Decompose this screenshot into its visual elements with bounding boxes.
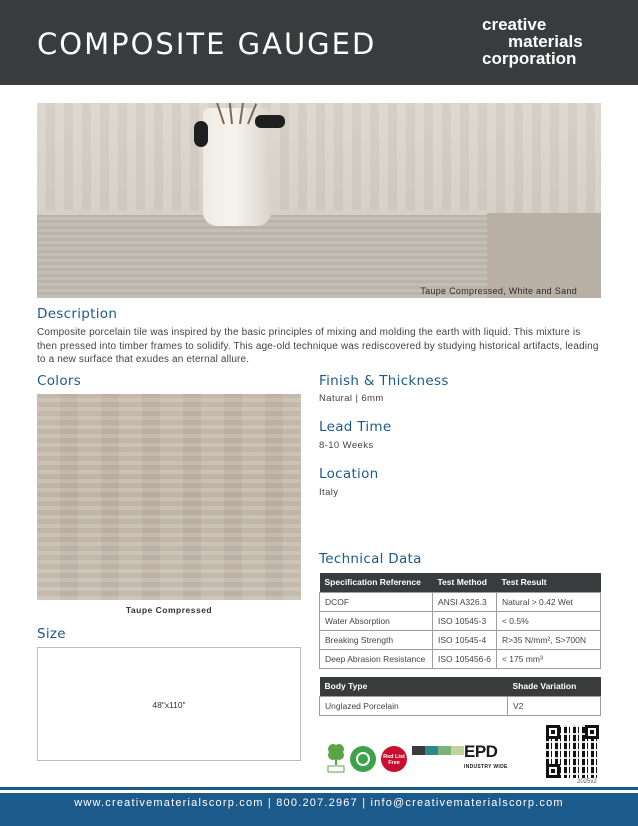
recycle-badge-icon [350, 746, 376, 772]
table-header-row [320, 677, 601, 696]
color-swatch [37, 394, 301, 600]
technical-heading: Technical Data [319, 551, 422, 567]
colors-heading: Colors [37, 373, 82, 389]
table-cell: < 0.5% [496, 611, 600, 630]
table-cell: DCOF [320, 592, 433, 611]
table-cell: Breaking Strength [320, 630, 433, 649]
table-row [320, 630, 601, 649]
column-header: Test Result [496, 573, 600, 592]
table-cell: Unglazed Porcelain [320, 696, 508, 715]
size-heading: Size [37, 626, 66, 642]
footer-contact[interactable]: www.creativematerialscorp.com | 800.207.2967 | info@creativematerialscorp.com [74, 797, 564, 809]
size-value: 48"x110" [152, 700, 186, 710]
table-row [320, 611, 601, 630]
epd-color-bar [412, 746, 464, 755]
footer-bar [0, 793, 638, 826]
table-cell: V2 [508, 696, 601, 715]
leed-leaf-icon [327, 743, 345, 773]
table-cell: Natural > 0.42 Wet [496, 592, 600, 611]
table-cell: ISO 105456-6 [433, 649, 497, 668]
table-cell: R>35 N/mm², S>700N [496, 630, 600, 649]
logo-line-3: corporation [482, 49, 577, 68]
lead-time-heading: Lead Time [319, 419, 392, 435]
company-logo [482, 16, 583, 67]
qr-corner [546, 725, 560, 739]
epd-logo: EPD [464, 742, 498, 761]
table-cell: Deep Abrasion Resistance [320, 649, 433, 668]
hero-caption: Taupe Compressed, White and Sand [420, 286, 577, 296]
footer-rule [0, 787, 638, 790]
description-heading: Description [37, 306, 118, 322]
hero-photo [37, 103, 601, 298]
qr-corner [585, 725, 599, 739]
column-header: Test Method [433, 573, 497, 592]
vase-handle-right [255, 115, 285, 128]
lead-time-value: 8-10 Weeks [319, 440, 374, 451]
table-row [320, 649, 601, 668]
header-bar [0, 0, 638, 85]
qr-corner [546, 764, 560, 778]
column-header: Body Type [320, 677, 508, 696]
body-type-table [319, 677, 601, 716]
table-cell: < 175 mm³ [496, 649, 600, 668]
table-cell: ISO 10545-3 [433, 611, 497, 630]
column-header: Specification Reference [320, 573, 433, 592]
description-text: Composite porcelain tile was inspired by the basic principles of mixing and molding the earth with liquid. This mixture is then pressed into timber frames to solidify. This age-old technique was rediscovered by studying historical artifacts, leading to a new surface that exudes an eternal allure. [37, 327, 599, 365]
epd-subtitle: INDUSTRY WIDE [464, 764, 508, 770]
column-header: Shade Variation [508, 677, 601, 696]
size-box [37, 647, 301, 761]
page-title: COMPOSITE GAUGED [37, 27, 377, 61]
red-list-free-badge: Red List Free [381, 746, 407, 772]
version-label: 2025v2 [577, 779, 597, 785]
logo-line-1: creative [482, 15, 547, 34]
table-row [320, 592, 601, 611]
table-cell: Water Absorption [320, 611, 433, 630]
table-row [320, 696, 601, 715]
swatch-label: Taupe Compressed [125, 605, 213, 615]
logo-line-2: materials [508, 32, 583, 51]
vase-handle-left [194, 121, 208, 147]
technical-table [319, 573, 601, 669]
location-heading: Location [319, 466, 379, 482]
table-header-row [320, 573, 601, 592]
finish-value: Natural | 6mm [319, 393, 384, 404]
finish-heading: Finish & Thickness [319, 373, 449, 389]
table-cell: ISO 10545-4 [433, 630, 497, 649]
table-cell: ANSI A326.3 [433, 592, 497, 611]
location-value: Italy [319, 487, 339, 498]
